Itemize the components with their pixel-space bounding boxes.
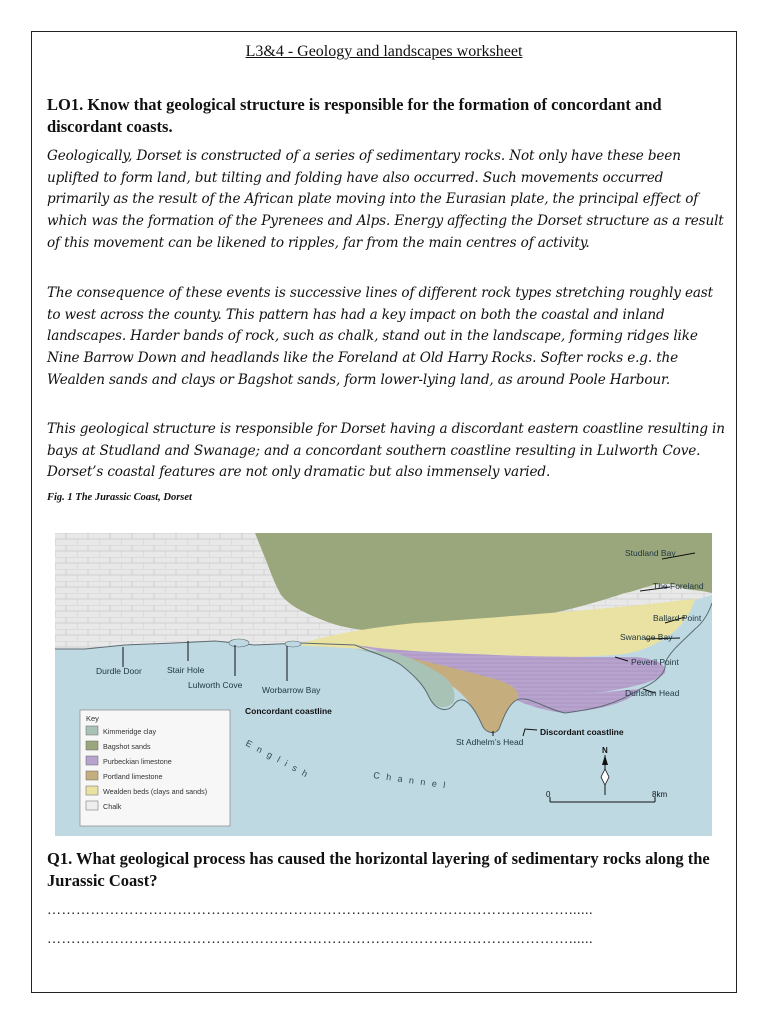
paragraph-geology: Geologically, Dorset is constructed of a series of sedimentary rocks. Not only have these been uplifted to form land, but tilting and folding have also occurred. Such movements occurred primarily as the result of the African plate moving into the Eurasian plate, the principal effect of which was the formation of the Pyrenees and Alps. Energy affecting the Dorset structure as a result of this movement can be likened to ripples, far from the main centres of activity. [47,148,724,251]
key-label: Kimmeridge clay [103,727,157,736]
label-english: E n g l i s h [244,737,312,780]
key-swatch [86,726,98,735]
key-label: Wealden beds (clays and sands) [103,787,208,796]
answer-line-2[interactable]: ………………………………………………………………………………………………...... [47,932,593,947]
label-ballard-point: Ballard Point [653,613,702,623]
map-key [80,710,230,826]
key-label: Purbeckian limestone [103,757,172,766]
worksheet-title: L3&4 - Geology and landscapes worksheet [245,43,523,60]
label-st-adhelms-head: St Adhelm’s Head [456,737,524,747]
label-concordant-coastline: Concordant coastline [245,706,332,716]
label-peveril-point: Peveril Point [631,657,679,667]
key-title: Key [86,714,99,723]
figure-caption: Fig. 1 The Jurassic Coast, Dorset [47,492,192,503]
paragraph-structure: This geological structure is responsible for Dorset having a discordant eastern coastline resulting in bays at Studland and Swanage; and a concordant southern coastline resulting in Lulworth Cove. Dorset’s coastal features are not only dramatic but also immensely varied. [47,421,725,481]
scale-start-label: 0 [546,790,551,799]
key-swatch [86,801,98,810]
jurassic-coast-map [55,533,712,836]
key-swatch [86,741,98,750]
question-1: Q1. What geological process has caused the horizontal layering of sedimentary rocks along the Jurassic Coast? [47,849,710,890]
learning-objective-heading: LO1. Know that geological structure is responsible for the formation of concordant and discordant coasts. [47,95,662,136]
paragraph-consequence: The consequence of these events is successive lines of different rock types stretching roughly east to west across the county. This pattern has had a key impact on both the coastal and inland landscapes. Harder bands of rock, such as chalk, stand out in the landscape, forming ridges like Nine Barrow Down and headlands like the Foreland at Old Harry Rocks. Softer rocks e.g. the Wealden sands and clays or Bagshot sands, form lower-lying land, as around Poole Harbour. [47,285,713,388]
answer-line-1[interactable]: ………………………………………………………………………………………………...... [47,903,593,918]
key-swatch [86,756,98,765]
label-durdle-door: Durdle Door [96,666,142,676]
key-label: Chalk [103,802,122,811]
scale-end-label: 8km [652,790,668,799]
key-swatch [86,771,98,780]
key-label: Bagshot sands [103,742,151,751]
label-durlston-head: Durlston Head [625,688,680,698]
label-lulworth-cove: Lulworth Cove [188,680,243,690]
label-stair-hole: Stair Hole [167,665,205,675]
label-worbarrow-bay: Worbarrow Bay [262,685,321,695]
label-the-foreland: The Foreland [653,581,704,591]
label-channel: C h a n n e l [372,770,448,791]
north-label: N [602,746,608,755]
lulworth-cove-shape [229,639,249,647]
label-swanage-bay: Swanage Bay [620,632,673,642]
key-swatch [86,786,98,795]
label-discordant-coastline: Discordant coastline [540,727,624,737]
key-label: Portland limestone [103,772,163,781]
label-studland-bay: Studland Bay [625,548,676,558]
